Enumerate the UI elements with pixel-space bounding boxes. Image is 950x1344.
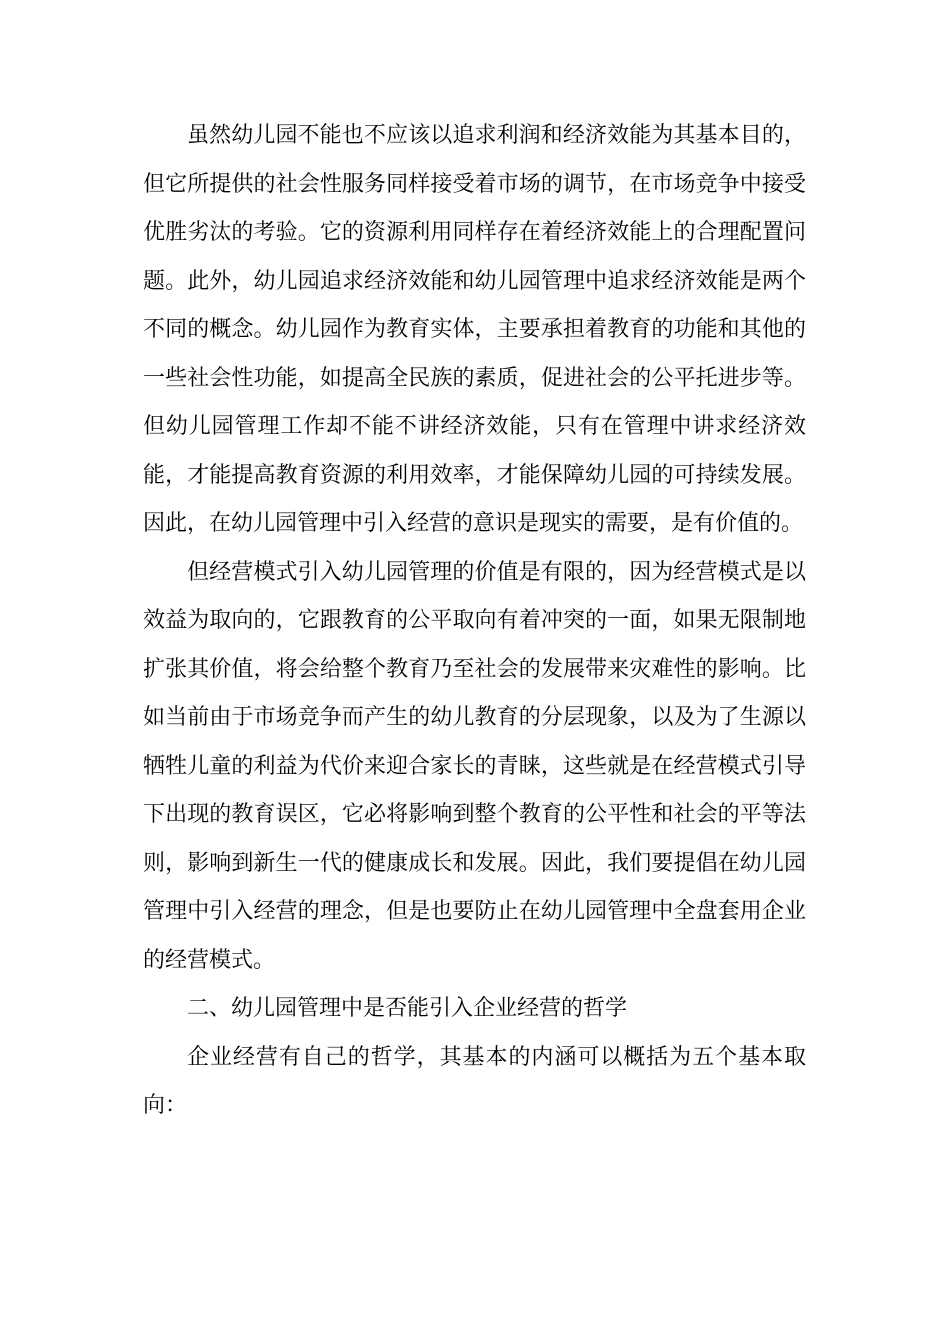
paragraph-economic-efficiency: 虽然幼儿园不能也不应该以追求利润和经济效能为其基本目的，但它所提供的社会性服务同样接受着市场的调节，在市场竞争中接受优胜劣汰的考验。它的资源利用同样存在着经济效能上的合理配置问题。此外，幼儿园追求经济效能和幼儿园管理中追求经济效能是两个不同的概念。幼儿园作为教育实体，主要承担着教育的功能和其他的一些社会性功能，如提高全民族的素质，促进社会的公平托进步等。但幼儿园管理工作却不能不讲经济效能，只有在管理中讲求经济效能，才能提高教育资源的利用效率，才能保障幼儿园的可持续发展。因此，在幼儿园管理中引入经营的意识是现实的需要，是有价值的。: [143, 123, 806, 536]
section-heading: 二、幼儿园管理中是否能引入企业经营的哲学: [187, 996, 628, 1021]
paragraph-business-model-limits: 但经营模式引入幼儿园管理的价值是有限的，因为经营模式是以效益为取向的，它跟教育的公平取向有着冲突的一面，如果无限制地扩张其价值，将会给整个教育乃至社会的发展带来灾难性的影响。比如当前由于市场竞争而产生的幼儿教育的分层现象，以及为了生源以牺牲儿童的利益为代价来迎合家长的青睐，这些就是在经营模式引导下出现的教育误区，它必将影响到整个教育的公平性和社会的平等法则，影响到新生一代的健康成长和发展。因此，我们要提倡在幼儿园管理中引入经营的理念，但是也要防止在幼儿园管理中全盘套用企业的经营模式。: [143, 559, 806, 973]
paragraph-business-philosophy: 企业经营有自己的哲学，其基本的内涵可以概括为五个基本取向：: [143, 1044, 806, 1118]
document-body: [143, 112, 806, 1131]
